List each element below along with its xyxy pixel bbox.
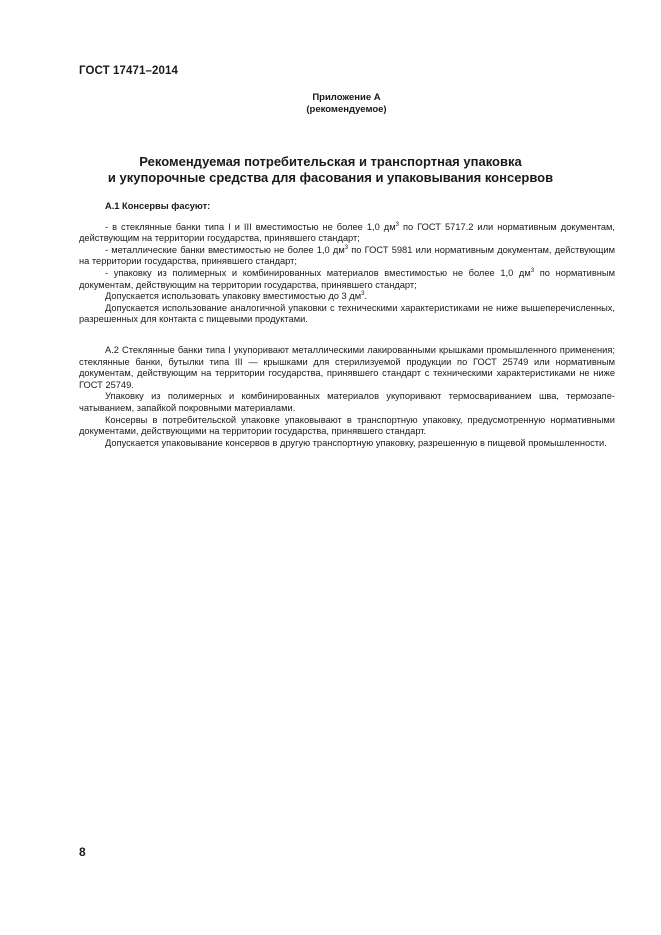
paragraph-a2-other-transport: Допускается упаковывание консервов в другую транспортную упаковку, разрешенную в пищевой промышленности. [105, 437, 607, 448]
paragraph-polymer-packaging [79, 268, 615, 291]
polymer-sup: 3 [530, 267, 535, 274]
metal-cans-text: - металлические банки вместимостью не более 1,0 дм [105, 244, 345, 255]
annex-header [0, 92, 661, 116]
section-a1-heading: А.1 Консервы фасуют: [105, 201, 211, 211]
capacity-text: Допускается использовать упаковку вместимостью до 3 дм [105, 291, 362, 302]
annex-status: (рекомендуемое) [306, 104, 387, 115]
glass-jars-sup: 3 [395, 221, 399, 228]
paragraph-gap [79, 326, 615, 345]
section-title [79, 154, 582, 186]
paragraph-glass-jars [79, 222, 615, 245]
document-body [79, 201, 615, 449]
glass-jars-text: - в стеклянные банки типа I и III вместимостью не более 1,0 дм [105, 221, 396, 232]
paragraph-capacity-allowance [79, 291, 615, 303]
metal-cans-rest: по ГОСТ 5981 или нормативным документам, действующим на территории государства, принявшего стандарт; [79, 244, 615, 267]
polymer-rest: по нормативным документам, действующим на территории государства, принявшего стандарт; [79, 267, 615, 290]
paragraph-a2-glass-closures: А.2 Стеклянные банки типа I укупоривают металлическими лакированными крышками промышленного применения; стеклянные банки, бутылки типа III — крышками для стерилизуемой продукции по ГОСТ 25749 или нормативным документам, действующим на территории государства, принявшего стандарт с техническими характеристиками не ниже ГОСТ 25749. [79, 344, 615, 390]
polymer-text: - упаковку из полимерных и комбинированных материалов вместимостью не более 1,0 дм [105, 267, 531, 278]
paragraph-a2-polymer-sealing: Упаковку из полимерных и комбинированных материалов укупоривают термосвариванием шва, термозапечатыванием, запайкой покровными материалами. [79, 391, 615, 413]
document-code: ГОСТ 17471–2014 [79, 65, 179, 77]
capacity-sup: 3 [361, 291, 365, 298]
paragraph-metal-cans [79, 245, 615, 268]
section-title-line-1: Рекомендуемая потребительская и транспортная упаковка [139, 154, 522, 169]
paragraph-a2-transport: Консервы в потребительской упаковке упаковывают в транспортную упаковку, предусмотренную нормативными документами, действующими на территории государства, принявшего стандарт. [79, 414, 615, 437]
glass-jars-rest: по ГОСТ 5717.2 или нормативным документам, действующим на территории государства, принявшего стандарт; [79, 221, 615, 244]
annex-title: Приложение А [312, 92, 381, 103]
capacity-rest: . [364, 291, 368, 302]
page-number: 8 [79, 845, 86, 859]
metal-cans-sup: 3 [344, 244, 349, 251]
section-title-line-2: и укупорочные средства для фасования и упаковывания консервов [107, 170, 554, 185]
paragraph-analogous-packaging: Допускается использование аналогичной упаковки с техническими характеристиками не ниже вышеперечисленных, разрешенных для контакта с пищевыми продуктами. [79, 302, 615, 325]
